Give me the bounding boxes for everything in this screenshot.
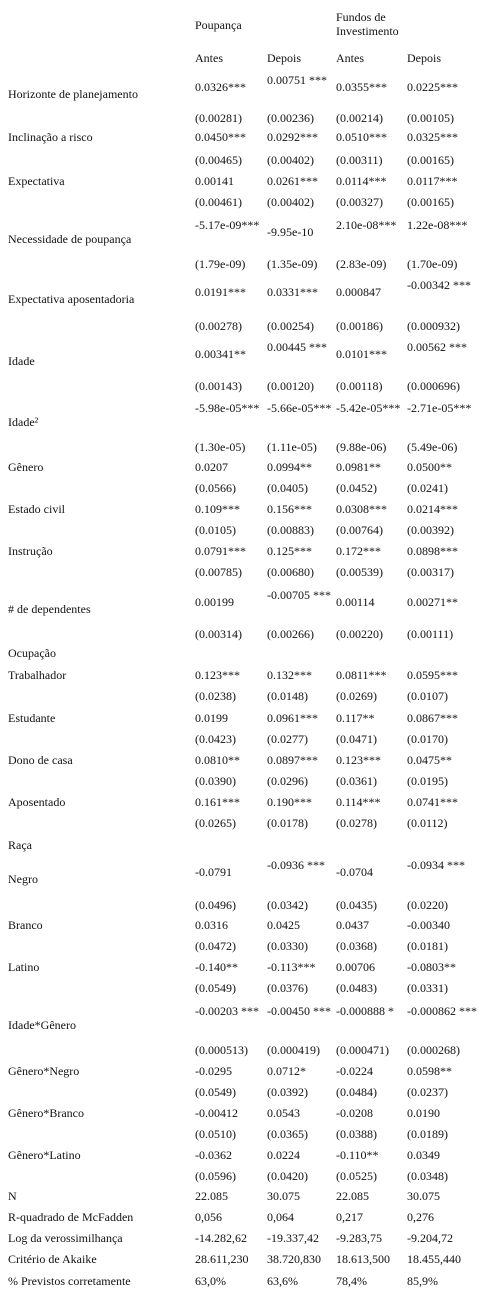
stderr-cell: (0.0496): [195, 898, 236, 912]
stat-cell: 0,056: [195, 1210, 222, 1224]
stat-cell: -14.282,62: [195, 1231, 247, 1245]
stderr-cell: (0.0405): [267, 481, 308, 495]
stderr-cell: (0.00317): [407, 565, 454, 579]
coefficient-cell: 0.0214***: [407, 502, 458, 516]
stderr-cell: (0.0238): [195, 689, 236, 703]
coefficient-cell: 0.000847: [336, 285, 381, 299]
stderr-cell: (0.0368): [336, 939, 377, 953]
coefficient-cell: 0.0867***: [407, 711, 458, 725]
stderr-cell: (0.0376): [267, 981, 308, 995]
stderr-cell: (0.0348): [407, 1169, 448, 1183]
row-label: Instrução: [8, 544, 53, 558]
stderr-cell: (0.0596): [195, 1169, 236, 1183]
coefficient-cell: 0.00445 ***: [267, 340, 327, 354]
stderr-cell: (0.00465): [195, 153, 242, 167]
row-label: Branco: [8, 918, 43, 932]
coefficient-cell: 0.0791***: [195, 544, 246, 558]
coefficient-cell: 0.0190: [407, 1106, 440, 1120]
stderr-cell: (0.00785): [195, 565, 242, 579]
row-label: Latino: [8, 960, 40, 974]
stderr-cell: (5.49e-06): [407, 440, 458, 454]
stderr-cell: (0.00143): [195, 379, 242, 393]
row-label: Gênero: [8, 460, 44, 474]
coefficient-cell: 0.0510***: [336, 130, 387, 144]
stderr-cell: (0.00220): [336, 627, 383, 641]
stat-cell: 18.455,440: [407, 1252, 461, 1266]
coefficient-cell: 0.0898***: [407, 544, 458, 558]
stderr-cell: (0.0107): [407, 689, 448, 703]
coefficient-cell: 0.0101***: [336, 347, 387, 361]
coefficient-cell: 0.00141: [195, 174, 234, 188]
stderr-cell: (0.0510): [195, 1127, 236, 1141]
coefficient-cell: 0.0811***: [336, 668, 387, 682]
stderr-cell: (2.83e-09): [336, 257, 387, 271]
coefficient-cell: -5.98e-05***: [195, 401, 260, 415]
coefficient-cell: 0.0308***: [336, 502, 387, 516]
stderr-cell: (0.00281): [195, 111, 242, 125]
coefficient-cell: -5.66e-05***: [267, 401, 332, 415]
stat-cell: 0,217: [336, 1210, 363, 1224]
stat-cell: 63,0%: [195, 1274, 226, 1288]
stderr-cell: (0.0420): [267, 1169, 308, 1183]
coefficient-cell: 0.0994**: [267, 460, 312, 474]
coefficient-cell: -5.17e-09***: [195, 218, 260, 232]
coefficient-cell: 0.161***: [195, 795, 240, 809]
group-header-fundos: Fundos de Investimento: [336, 10, 399, 38]
stderr-cell: (0.0296): [267, 774, 308, 788]
row-label: # de dependentes: [8, 602, 91, 616]
coefficient-cell: 0.00199: [195, 595, 234, 609]
stderr-cell: (0.00105): [407, 111, 454, 125]
coefficient-cell: 0.156***: [267, 502, 312, 516]
stderr-cell: (0.0189): [407, 1127, 448, 1141]
coefficient-cell: 0.114***: [336, 795, 381, 809]
coefficient-cell: 0.0475**: [407, 753, 452, 767]
coefficient-cell: 0.0543: [267, 1106, 300, 1120]
coefficient-cell: 0.109***: [195, 502, 240, 516]
coefficient-cell: -2.71e-05***: [407, 401, 472, 415]
coefficient-cell: 0.0598**: [407, 1064, 452, 1078]
stderr-cell: (0.0549): [195, 1085, 236, 1099]
coefficient-cell: 0.0981**: [336, 460, 381, 474]
stderr-cell: (0.00278): [195, 319, 242, 333]
stat-label: Critério de Akaike: [8, 1252, 97, 1266]
stderr-cell: (0.00680): [267, 565, 314, 579]
stat-cell: 22.085: [195, 1189, 228, 1203]
coefficient-cell: 0.0450***: [195, 130, 246, 144]
stderr-cell: (0.0392): [267, 1085, 308, 1099]
stderr-cell: (1.70e-09): [407, 257, 458, 271]
stderr-cell: (0.00402): [267, 195, 314, 209]
coefficient-cell: 0.00341**: [195, 347, 246, 361]
coefficient-cell: -0.00450 ***: [267, 1004, 331, 1018]
stderr-cell: (0.00111): [407, 627, 454, 641]
coefficient-cell: 0.0331***: [267, 285, 318, 299]
stat-label: % Previstos corretamente: [8, 1274, 131, 1288]
stderr-cell: (0.0181): [407, 939, 448, 953]
stderr-cell: (0.00461): [195, 195, 242, 209]
coefficient-cell: -0.0934 ***: [407, 858, 465, 872]
coefficient-cell: -0.0295: [195, 1064, 232, 1078]
row-label: Dono de casa: [8, 753, 73, 767]
coefficient-cell: -0.140**: [195, 960, 238, 974]
subheader-antes: Antes: [336, 51, 364, 65]
row-label: Expectativa aposentadoria: [8, 292, 135, 306]
coefficient-cell: 0.0741***: [407, 795, 458, 809]
coefficient-cell: 0.0191***: [195, 285, 246, 299]
coefficient-cell: -0.0208: [336, 1106, 373, 1120]
stderr-cell: (0.0549): [195, 981, 236, 995]
stderr-cell: (0.0148): [267, 689, 308, 703]
stderr-cell: (0.000513): [195, 1043, 248, 1057]
row-label: Estudante: [8, 711, 56, 725]
stat-cell: 22.085: [336, 1189, 369, 1203]
stderr-cell: (0.0435): [336, 898, 377, 912]
coefficient-cell: 0.0326***: [195, 80, 246, 94]
coefficient-cell: 0.00271**: [407, 595, 458, 609]
stderr-cell: (1.35e-09): [267, 257, 318, 271]
row-label: Gênero*Branco: [8, 1106, 84, 1120]
row-label: Negro: [8, 872, 38, 886]
stderr-cell: (0.0483): [336, 981, 377, 995]
coefficient-cell: 0.132***: [267, 668, 312, 682]
coefficient-cell: 0.125***: [267, 544, 312, 558]
stderr-cell: (0.00327): [336, 195, 383, 209]
coefficient-cell: -0.113***: [267, 960, 316, 974]
section-label: Raça: [8, 838, 32, 852]
row-label: Idade*Gênero: [8, 1018, 76, 1032]
coefficient-cell: -5.42e-05***: [336, 401, 401, 415]
coefficient-cell: 0.0114***: [336, 174, 387, 188]
stderr-cell: (0.0269): [336, 689, 377, 703]
stat-cell: 18.613,500: [336, 1252, 390, 1266]
coefficient-cell: -0.00412: [195, 1106, 238, 1120]
stat-cell: -9.283,75: [336, 1231, 382, 1245]
stderr-cell: (1.30e-05): [195, 440, 246, 454]
stderr-cell: (0.0195): [407, 774, 448, 788]
subheader-antes: Antes: [195, 51, 223, 65]
stderr-cell: (0.000932): [407, 319, 460, 333]
stat-label: Log da verossimilhança: [8, 1231, 123, 1245]
coefficient-cell: -0.000888 *: [336, 1004, 394, 1018]
stat-cell: 85,9%: [407, 1274, 438, 1288]
subheader-depois: Depois: [407, 51, 441, 65]
stderr-cell: (0.00118): [336, 379, 383, 393]
stderr-cell: (9.88e-06): [336, 440, 387, 454]
row-label: Idade: [8, 354, 35, 368]
coefficient-cell: 0.117**: [336, 711, 375, 725]
stat-cell: 0,276: [407, 1210, 434, 1224]
stderr-cell: (0.00314): [195, 627, 242, 641]
stderr-cell: (0.00165): [407, 153, 454, 167]
stderr-cell: (0.00539): [336, 565, 383, 579]
coefficient-cell: -0.0704: [336, 865, 373, 879]
coefficient-cell: 2.10e-08***: [336, 218, 397, 232]
row-label: Horizonte de planejamento: [8, 87, 138, 101]
stderr-cell: (0.000696): [407, 379, 460, 393]
stderr-cell: (0.0112): [407, 816, 448, 830]
coefficient-cell: 0.0595***: [407, 668, 458, 682]
stderr-cell: (0.0566): [195, 481, 236, 495]
stderr-cell: (0.00214): [336, 111, 383, 125]
row-label: Expectativa: [8, 174, 65, 188]
coefficient-cell: 0.0355***: [336, 80, 387, 94]
stderr-cell: (0.0423): [195, 732, 236, 746]
stat-cell: 30.075: [407, 1189, 440, 1203]
stderr-cell: (0.0390): [195, 774, 236, 788]
stderr-cell: (0.000471): [336, 1043, 389, 1057]
stderr-cell: (0.0525): [336, 1169, 377, 1183]
coefficient-cell: 0.0292***: [267, 130, 318, 144]
row-label: Idade²: [8, 415, 39, 429]
coefficient-cell: 0.0316: [195, 918, 228, 932]
stderr-cell: (0.0220): [407, 898, 448, 912]
stderr-cell: (0.000268): [407, 1043, 460, 1057]
coefficient-cell: 0.172***: [336, 544, 381, 558]
coefficient-cell: 0.0810**: [195, 753, 240, 767]
section-label: Ocupação: [8, 646, 56, 660]
stat-cell: 78,4%: [336, 1274, 367, 1288]
stat-cell: -9.204,72: [407, 1231, 453, 1245]
coefficient-cell: 0.0897***: [267, 753, 318, 767]
row-label: Necessidade de poupança: [8, 232, 132, 246]
stderr-cell: (1.79e-09): [195, 257, 246, 271]
stderr-cell: (0.00120): [267, 379, 314, 393]
stderr-cell: (0.0105): [195, 523, 236, 537]
coefficient-cell: 0.0437: [336, 918, 369, 932]
coefficient-cell: -0.0362: [195, 1148, 232, 1162]
row-label: Trabalhador: [8, 668, 67, 682]
stderr-cell: (0.0330): [267, 939, 308, 953]
stderr-cell: (0.00392): [407, 523, 454, 537]
stderr-cell: (0.00236): [267, 111, 314, 125]
coefficient-cell: 0.0961***: [267, 711, 318, 725]
stderr-cell: (0.0471): [336, 732, 377, 746]
coefficient-cell: -0.0936 ***: [267, 858, 325, 872]
stderr-cell: (0.0361): [336, 774, 377, 788]
coefficient-cell: 0.0349: [407, 1148, 440, 1162]
stderr-cell: (0.0365): [267, 1127, 308, 1141]
coefficient-cell: -0.0224: [336, 1064, 373, 1078]
stderr-cell: (0.000419): [267, 1043, 320, 1057]
coefficient-cell: -0.00705 ***: [267, 588, 331, 602]
coefficient-cell: -0.000862 ***: [407, 1004, 477, 1018]
coefficient-cell: 0.00562 ***: [407, 340, 467, 354]
coefficient-cell: 0.0500**: [407, 460, 452, 474]
stderr-cell: (0.00186): [336, 319, 383, 333]
coefficient-cell: 0.0199: [195, 711, 228, 725]
stderr-cell: (0.0452): [336, 481, 377, 495]
coefficient-cell: 0.0224: [267, 1148, 300, 1162]
coefficient-cell: 0.0425: [267, 918, 300, 932]
stderr-cell: (0.0484): [336, 1085, 377, 1099]
stderr-cell: (0.0278): [336, 816, 377, 830]
coefficient-cell: -0.110**: [336, 1148, 379, 1162]
stderr-cell: (0.0237): [407, 1085, 448, 1099]
stat-cell: 28.611,230: [195, 1252, 249, 1266]
stderr-cell: (0.0178): [267, 816, 308, 830]
coefficient-cell: -0.00340: [407, 918, 450, 932]
coefficient-cell: -9.95e-10: [267, 225, 314, 239]
group-header-poupanca: Poupança: [195, 18, 242, 32]
stderr-cell: (0.0170): [407, 732, 448, 746]
stat-cell: -19.337,42: [267, 1231, 319, 1245]
coefficient-cell: 0.190***: [267, 795, 312, 809]
coefficient-cell: 0.123***: [336, 753, 381, 767]
stat-cell: 30.075: [267, 1189, 300, 1203]
subheader-depois: Depois: [267, 51, 301, 65]
stderr-cell: (0.00311): [336, 153, 383, 167]
stderr-cell: (0.00266): [267, 627, 314, 641]
coefficient-cell: -0.0791: [195, 865, 232, 879]
stderr-cell: (0.0277): [267, 732, 308, 746]
coefficient-cell: 0.0207: [195, 460, 228, 474]
stderr-cell: (0.0388): [336, 1127, 377, 1141]
row-label: Gênero*Negro: [8, 1064, 80, 1078]
row-label: Gênero*Latino: [8, 1148, 81, 1162]
row-label: Aposentado: [8, 795, 66, 809]
stderr-cell: (0.00402): [267, 153, 314, 167]
coefficient-cell: 0.0117***: [407, 174, 458, 188]
coefficient-cell: 0.00706: [336, 960, 375, 974]
coefficient-cell: 0.0712*: [267, 1064, 306, 1078]
stat-cell: 38.720,830: [267, 1252, 321, 1266]
stderr-cell: (0.0265): [195, 816, 236, 830]
row-label: Estado civil: [8, 502, 65, 516]
stderr-cell: (0.0472): [195, 939, 236, 953]
stat-label: N: [8, 1189, 17, 1203]
coefficient-cell: 0.00114: [336, 595, 375, 609]
coefficient-cell: 0.123***: [195, 668, 240, 682]
coefficient-cell: -0.0803**: [407, 960, 456, 974]
stderr-cell: (0.00254): [267, 319, 314, 333]
coefficient-cell: 0.0261***: [267, 174, 318, 188]
stat-cell: 0,064: [267, 1210, 294, 1224]
row-label: Inclinação a risco: [8, 130, 93, 144]
stat-cell: 63,6%: [267, 1274, 298, 1288]
stderr-cell: (0.0241): [407, 481, 448, 495]
stderr-cell: (0.00165): [407, 195, 454, 209]
coefficient-cell: 0.0225***: [407, 80, 458, 94]
stderr-cell: (0.00764): [336, 523, 383, 537]
stderr-cell: (0.00883): [267, 523, 314, 537]
stat-label: R-quadrado de McFadden: [8, 1210, 134, 1224]
coefficient-cell: 1.22e-08***: [407, 218, 468, 232]
coefficient-cell: 0.0325***: [407, 130, 458, 144]
stderr-cell: (1.11e-05): [267, 440, 317, 454]
coefficient-cell: -0.00342 ***: [407, 278, 471, 292]
stderr-cell: (0.0342): [267, 898, 308, 912]
coefficient-cell: -0.00203 ***: [195, 1004, 259, 1018]
coefficient-cell: 0.00751 ***: [267, 73, 327, 87]
stderr-cell: (0.0331): [407, 981, 448, 995]
